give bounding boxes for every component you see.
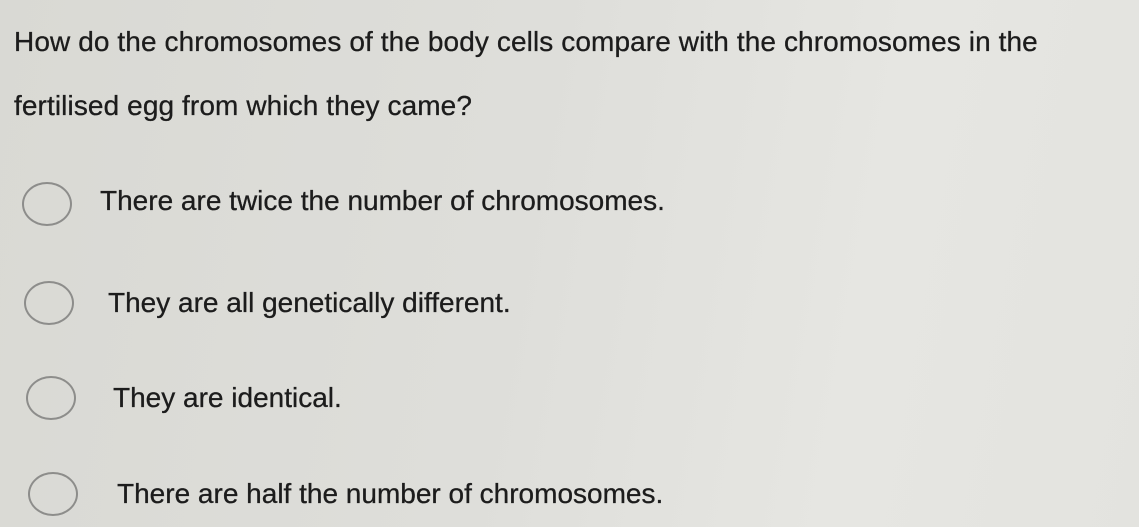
radio-button-icon[interactable] [26,376,76,420]
answer-option-4[interactable] [28,464,663,524]
radio-button-icon[interactable] [22,182,72,226]
answer-option-1[interactable] [22,171,665,231]
answer-option-2[interactable] [24,273,511,333]
question-text: How do the chromosomes of the body cells compare with the chromosomes in the fertilised egg from which they came? [14,26,1038,121]
answer-option-3[interactable] [26,368,342,428]
radio-button-icon[interactable] [28,472,78,516]
answer-option-label: They are identical. [113,382,342,413]
radio-button-icon[interactable] [24,281,74,325]
answer-option-label: There are twice the number of chromosomes. [100,185,665,216]
answer-option-label: They are all genetically different. [108,287,511,318]
answer-option-label: There are half the number of chromosomes. [117,478,664,509]
